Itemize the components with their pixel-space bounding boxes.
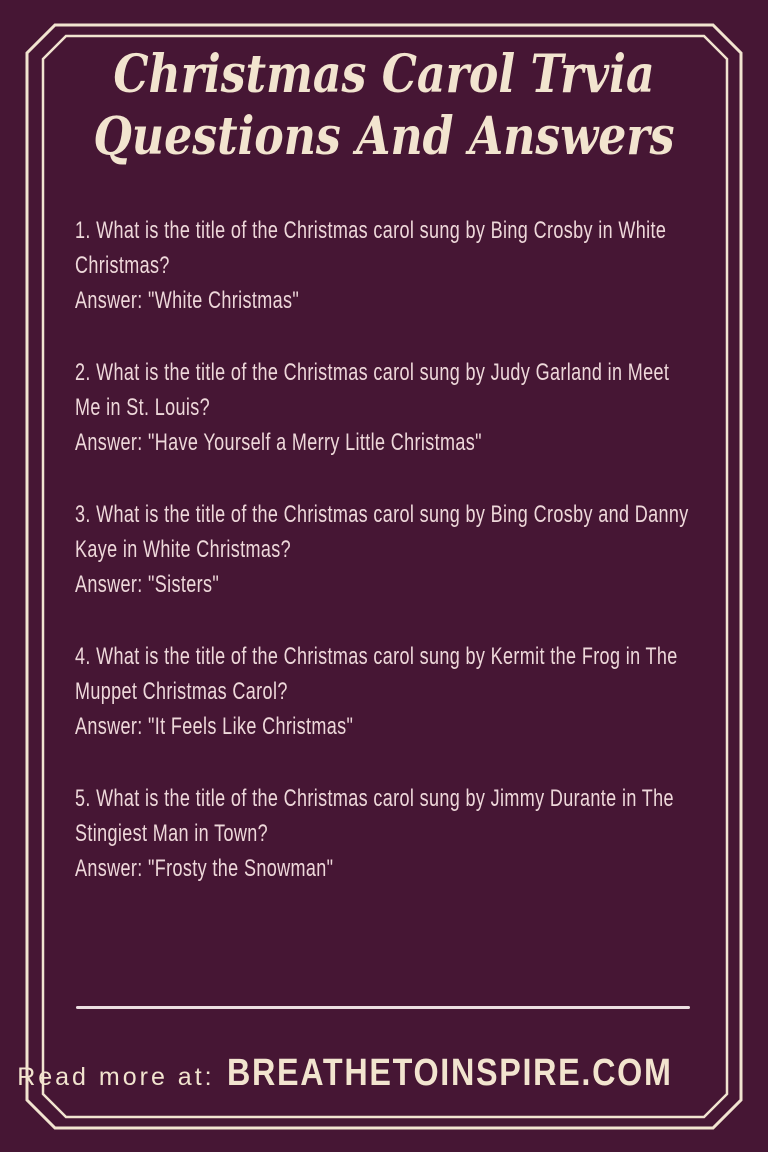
site-name: BREATHETOINSPIRE.COM [226,1052,673,1094]
answer-text: Answer: "Have Yourself a Merry Little Christmas" [75,429,482,456]
question-item-4 [75,639,735,744]
question-text-line: Me in St. Louis? [75,394,211,421]
question-text-line: Christmas? [75,252,170,279]
divider-line [76,1006,690,1009]
title-line-2: Questions And Answers [93,106,675,167]
question-text-line: 3. What is the title of the Christmas carol sung by Bing Crosby and Danny [75,501,689,528]
question-item-2 [75,355,735,460]
question-item-3 [75,497,735,602]
question-text-line: 2. What is the title of the Christmas carol sung by Judy Garland in Meet [75,359,670,386]
title-line-1: Christmas Carol Trvia [113,44,655,105]
questions-list [75,213,735,923]
answer-text: Answer: "Sisters" [75,571,220,598]
answer-text: Answer: "Frosty the Snowman" [75,855,334,882]
read-more-label: Read more at: [17,1063,215,1091]
question-text-line: 4. What is the title of the Christmas carol sung by Kermit the Frog in The [75,643,678,670]
question-text-line: 1. What is the title of the Christmas carol sung by Bing Crosby in White [75,217,667,244]
question-item-1 [75,213,735,318]
page-title [0,44,768,168]
answer-text: Answer: "It Feels Like Christmas" [75,713,354,740]
footer [0,1052,768,1095]
question-text-line: Kaye in White Christmas? [75,536,292,563]
question-item-5 [75,781,735,886]
question-text-line: 5. What is the title of the Christmas carol sung by Jimmy Durante in The [75,785,674,812]
question-text-line: Stingiest Man in Town? [75,820,269,847]
answer-text: Answer: "White Christmas" [75,287,300,314]
question-text-line: Muppet Christmas Carol? [75,678,288,705]
